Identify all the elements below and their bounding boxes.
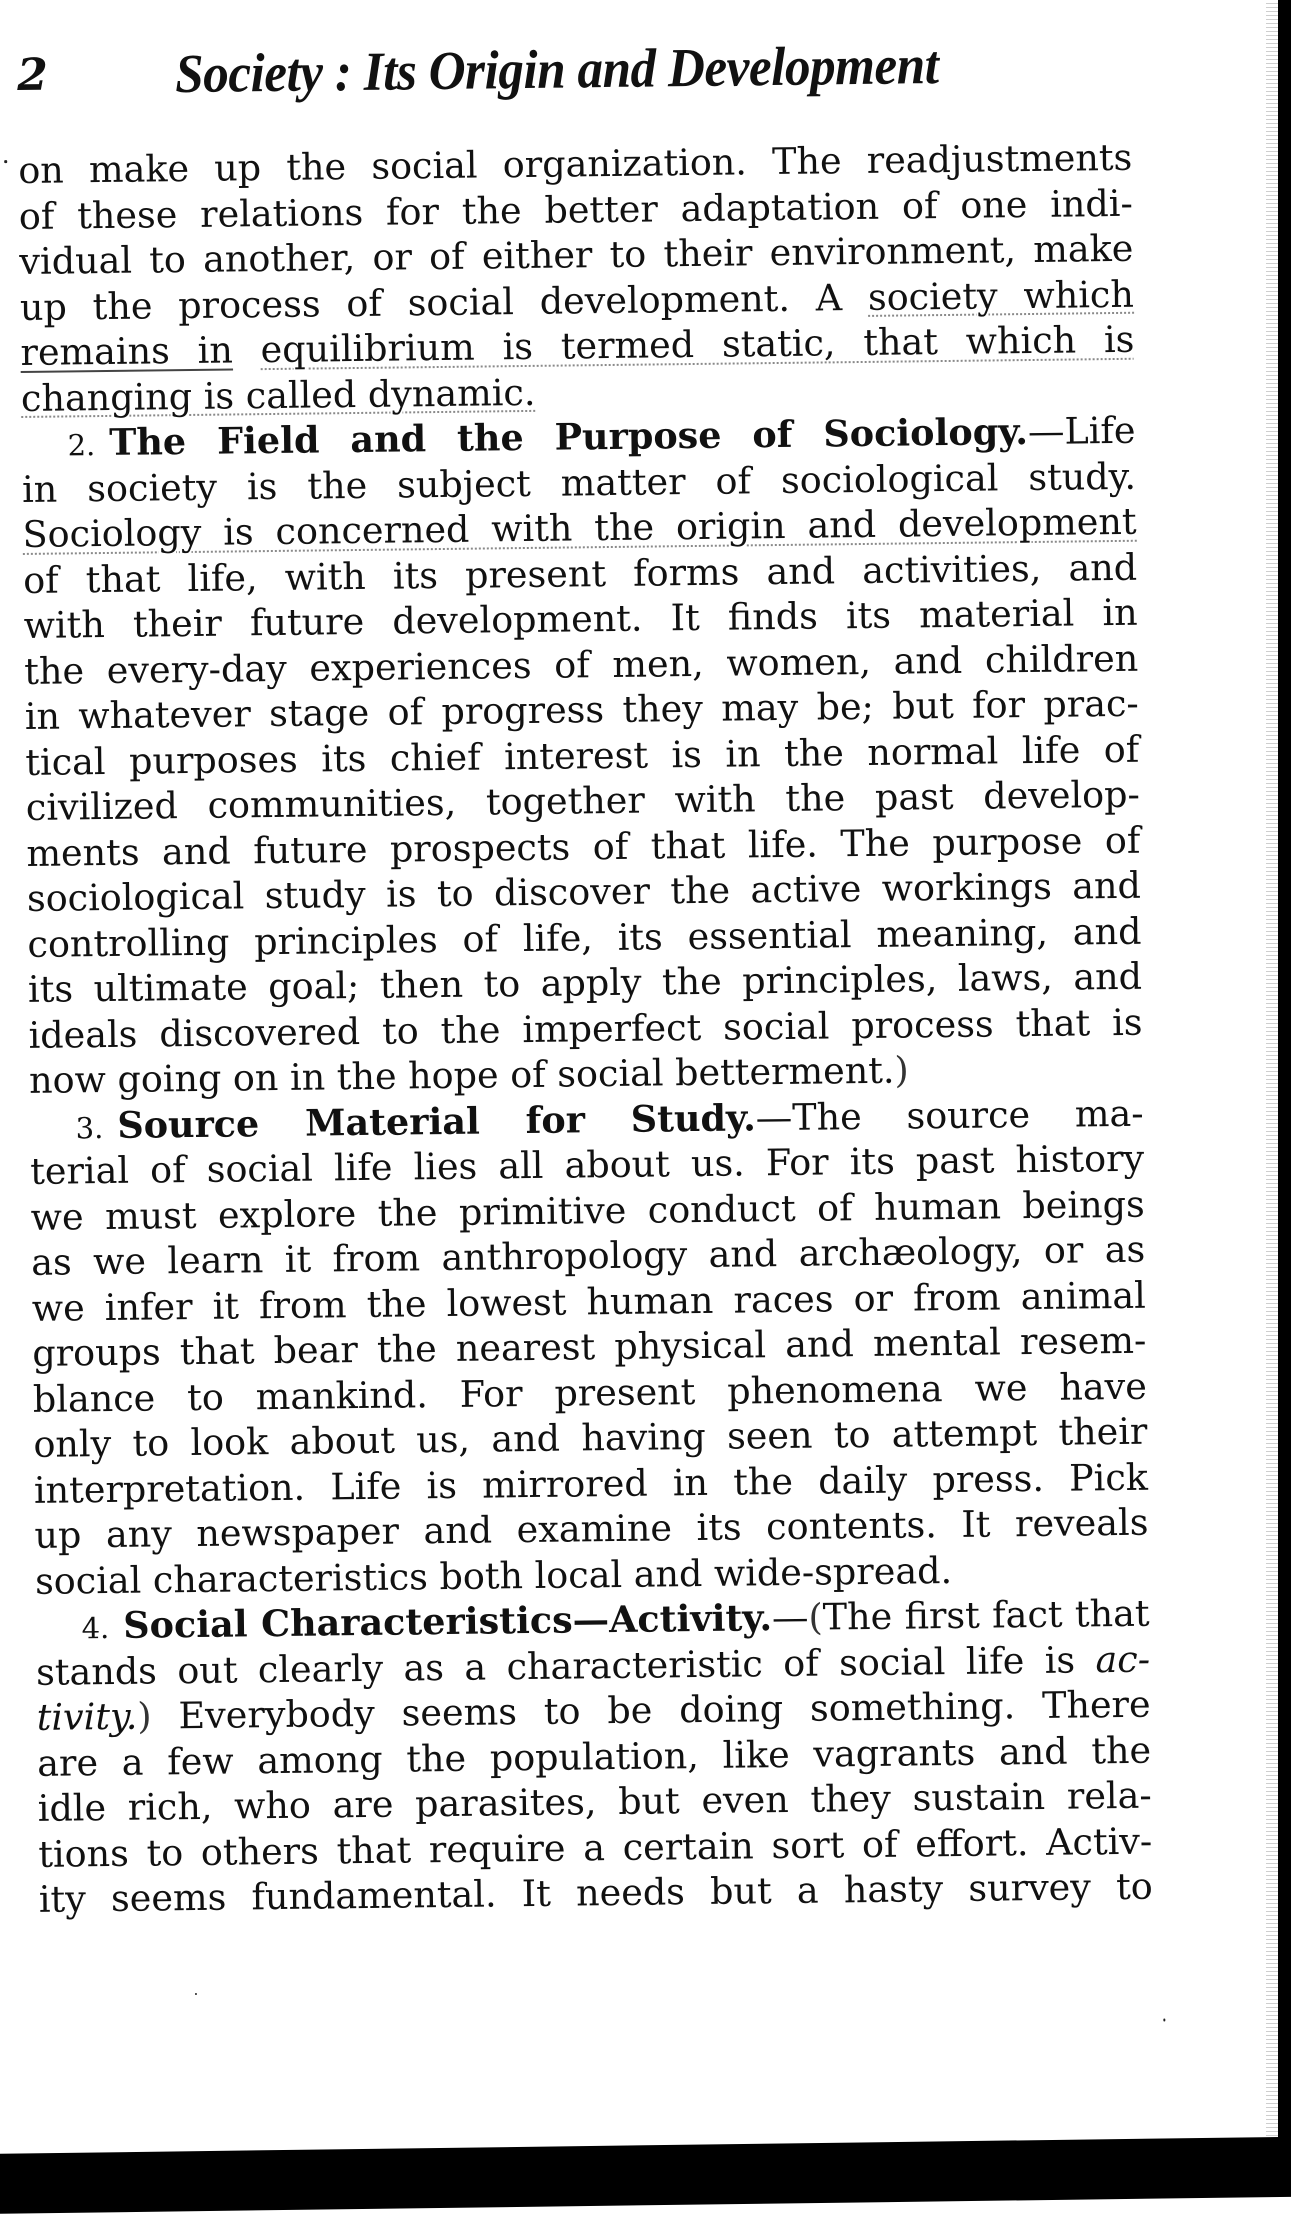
text-run: —The source ma- bbox=[755, 1091, 1144, 1139]
text-run: in whatever stage of progress they may be; but for prac- bbox=[24, 681, 1139, 738]
scan-border-right bbox=[1278, 0, 1291, 2179]
text-run: up any newspaper and examine its contents. It reveals bbox=[34, 1500, 1149, 1557]
text-run: controlling principles of life, its essential meaning, and bbox=[27, 909, 1142, 966]
text-run: ideals discovered to the imperfect social process that is bbox=[28, 1000, 1143, 1057]
pencil-underlined-text: society which bbox=[867, 272, 1135, 319]
text-run: sociological study is to discover the active workings and bbox=[26, 863, 1142, 920]
section-heading: Source Material for Study. bbox=[117, 1095, 757, 1147]
pencil-underlined-text: equilibrium is termed static, that which is bbox=[260, 317, 1135, 372]
section-number: 3. bbox=[75, 1110, 104, 1145]
paragraph bbox=[21, 408, 1143, 1104]
italic-emphasis: ac- bbox=[1095, 1637, 1151, 1681]
text-run bbox=[233, 328, 261, 371]
text-run: of these relations for the better adaptation of one indi- bbox=[18, 181, 1134, 238]
text-run: vidual to another, or of either to their environment, make bbox=[19, 226, 1134, 283]
pencil-underlined-text: remains in bbox=[20, 328, 234, 374]
section-heading: Social Characteristics—Activity. bbox=[123, 1596, 773, 1647]
text-run: tical purposes its chief interest is in the normal life of bbox=[25, 727, 1140, 784]
text-run: we infer it from the lowest human races or from animal bbox=[31, 1273, 1146, 1330]
text-run: stands out clearly as a characteristic of social life is bbox=[35, 1637, 1096, 1694]
text-run: now going on in the hope of social betterment. bbox=[28, 1048, 895, 1102]
scan-speck bbox=[1163, 2019, 1165, 2022]
text-run: the every-day experiences of men, women, and children bbox=[23, 636, 1139, 693]
text-run: — bbox=[771, 1595, 809, 1640]
text-run: ments and future prospects of that life. The purpose of bbox=[26, 818, 1141, 875]
pencil-bracket-mark: ) bbox=[894, 1048, 909, 1092]
paragraph bbox=[18, 135, 1135, 421]
pencil-underlined-text: changing is called dynamic. bbox=[20, 370, 536, 420]
text-run: on make up the social organization. The readjustments bbox=[18, 135, 1133, 192]
section-number: 2. bbox=[67, 428, 96, 463]
section-number: 4. bbox=[81, 1611, 110, 1646]
text-run: idle rich, who are parasites, but even they sustain rela- bbox=[37, 1773, 1152, 1830]
text-run: The first fact that bbox=[822, 1591, 1150, 1639]
running-head-title: Society : Its Origin and Development bbox=[174, 34, 939, 105]
text-run: Everybody seems to be doing something. There bbox=[151, 1682, 1151, 1738]
text-run: tions to others that require a certain sort of effort. Activ- bbox=[38, 1819, 1153, 1876]
text-run: up the process of social development. A bbox=[19, 275, 869, 329]
text-run: terial of social life lies all about us. For its past history bbox=[29, 1136, 1145, 1193]
text-run: only to look about us, and having seen to attempt their bbox=[33, 1409, 1148, 1466]
text-run: in society is the subject matter of sociological study. bbox=[21, 454, 1137, 511]
text-run: blance to mankind. For present phenomena we have bbox=[32, 1364, 1148, 1421]
text-run: interpretation. Life is mirrored in the daily press. Pick bbox=[33, 1455, 1149, 1512]
text-run: of that life, with its present forms and activities, and bbox=[22, 545, 1138, 602]
text-run: are a few among the population, like vagrants and the bbox=[36, 1728, 1152, 1785]
paragraph bbox=[29, 1090, 1149, 1604]
body-text bbox=[18, 135, 1153, 1923]
text-run: groups that bear the nearest physical and mental resem- bbox=[32, 1318, 1147, 1375]
text-run: —Life bbox=[1027, 408, 1136, 454]
page-number: 2 bbox=[16, 49, 49, 101]
pencil-bracket-mark: ( bbox=[808, 1595, 824, 1639]
paragraph bbox=[35, 1591, 1153, 1923]
text-run: civilized communities, together with the past develop- bbox=[25, 772, 1141, 829]
running-head bbox=[16, 34, 1018, 112]
text-run: social characteristics both local and wide-spread. bbox=[34, 1548, 953, 1603]
text-run: with their future development. It finds its material in bbox=[23, 590, 1138, 647]
section-heading: The Field and the Purpose of Sociology. bbox=[108, 410, 1029, 464]
italic-emphasis: tivity. bbox=[36, 1694, 138, 1739]
text-run: we must explore the primitive conduct of human beings bbox=[30, 1182, 1145, 1239]
text-run: its ultimate goal; then to apply the principles, laws, and bbox=[27, 954, 1143, 1011]
scan-speck bbox=[4, 160, 7, 163]
pencil-underlined-text: Sociology is concerned with the origin and development bbox=[22, 499, 1137, 556]
text-run: ity seems fundamental. It needs but a hasty survey to bbox=[38, 1864, 1154, 1921]
scan-speck bbox=[195, 1993, 197, 1995]
pencil-bracket-mark: ) bbox=[137, 1694, 152, 1738]
text-run: as we learn it from anthropology and archæology, or as bbox=[31, 1227, 1146, 1284]
